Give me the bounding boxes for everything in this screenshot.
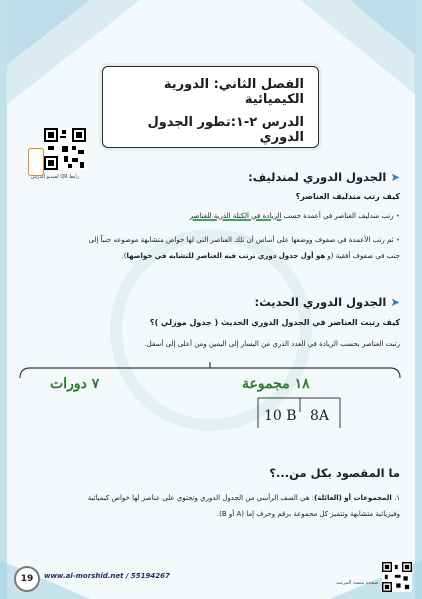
modern-text: رتبت العناصر بحسب الزيادة في العدد الذري من اليسار إلى اليمين ومن أعلى إلى أسفل. <box>144 340 400 348</box>
chapter-title: الفصل الثاني: الدورية الكيميائية <box>163 77 304 107</box>
modern-heading: ➤الجدول الدوري الحديث: <box>254 295 400 309</box>
lesson-title-box <box>102 66 319 148</box>
mendeleev-bullet-2: • ثم رتب الأعمدة في صفوف ووضعها على أساس أن تلك العناصر التي لها خواص متشابهة موضوعه جنباً إلى جنب في صفوف أفقية (و هو أول جدول دوري ترتب فيه العناصر للتشابه في خواصها). <box>88 236 400 260</box>
lesson-title: الدرس ٢-١:تطور الجدول الدوري <box>147 115 304 145</box>
website-link[interactable]: www.al-morshid.net / 55194267 <box>44 572 170 580</box>
periodic-table-diagram <box>0 350 422 440</box>
mendeleev-question: كيف رتب مندليف العناصر؟ <box>295 192 400 201</box>
footer-qr-code-icon[interactable] <box>382 562 412 592</box>
qr-caption: رابط QR لفيديو الدرس <box>30 174 80 180</box>
arrow-bullet-icon: ➤ <box>390 295 400 309</box>
brace-lines <box>0 350 422 440</box>
lesson-video-qr[interactable] <box>20 128 90 190</box>
qr-code-icon <box>44 128 86 170</box>
smartphone-icon <box>28 148 44 176</box>
meaning-item-1: ١. المجموعات أو (العائلة): هي الصف الرأسي من الجدول الدوري وتحتوي على عناصر لها خواص كيميائية وفيزيائية متشابهة وتتميز كل مجموعة برقم وحرف إما (A أو B). <box>87 494 400 518</box>
b-groups-label: 10 B <box>264 408 297 424</box>
modern-question: كيف رتبت العناصر في الجدول الدوري الحديث ( جدول موزلي )؟ <box>149 318 400 327</box>
bullet-icon: • <box>395 212 400 220</box>
footer-caption: صفحة منصة المرشد <box>336 580 379 586</box>
arrow-bullet-icon: ➤ <box>390 170 400 184</box>
mendeleev-bullet-1: • رتب مندليف العناصر في أعمدة حسب الزيادة في الكتلة الذرية للعناصر <box>189 212 400 220</box>
periods-count-label: ٧ دورات <box>50 376 100 392</box>
bullet-icon: • <box>395 236 400 244</box>
mendeleev-heading: ➤الجدول الدوري لمندليف: <box>248 170 400 184</box>
groups-count-label: ١٨ مجموعة <box>242 376 310 392</box>
page-number: 19 <box>14 566 40 592</box>
meaning-heading: ما المقصود بكل من...؟ <box>269 466 400 480</box>
a-groups-label: 8A <box>310 408 330 424</box>
